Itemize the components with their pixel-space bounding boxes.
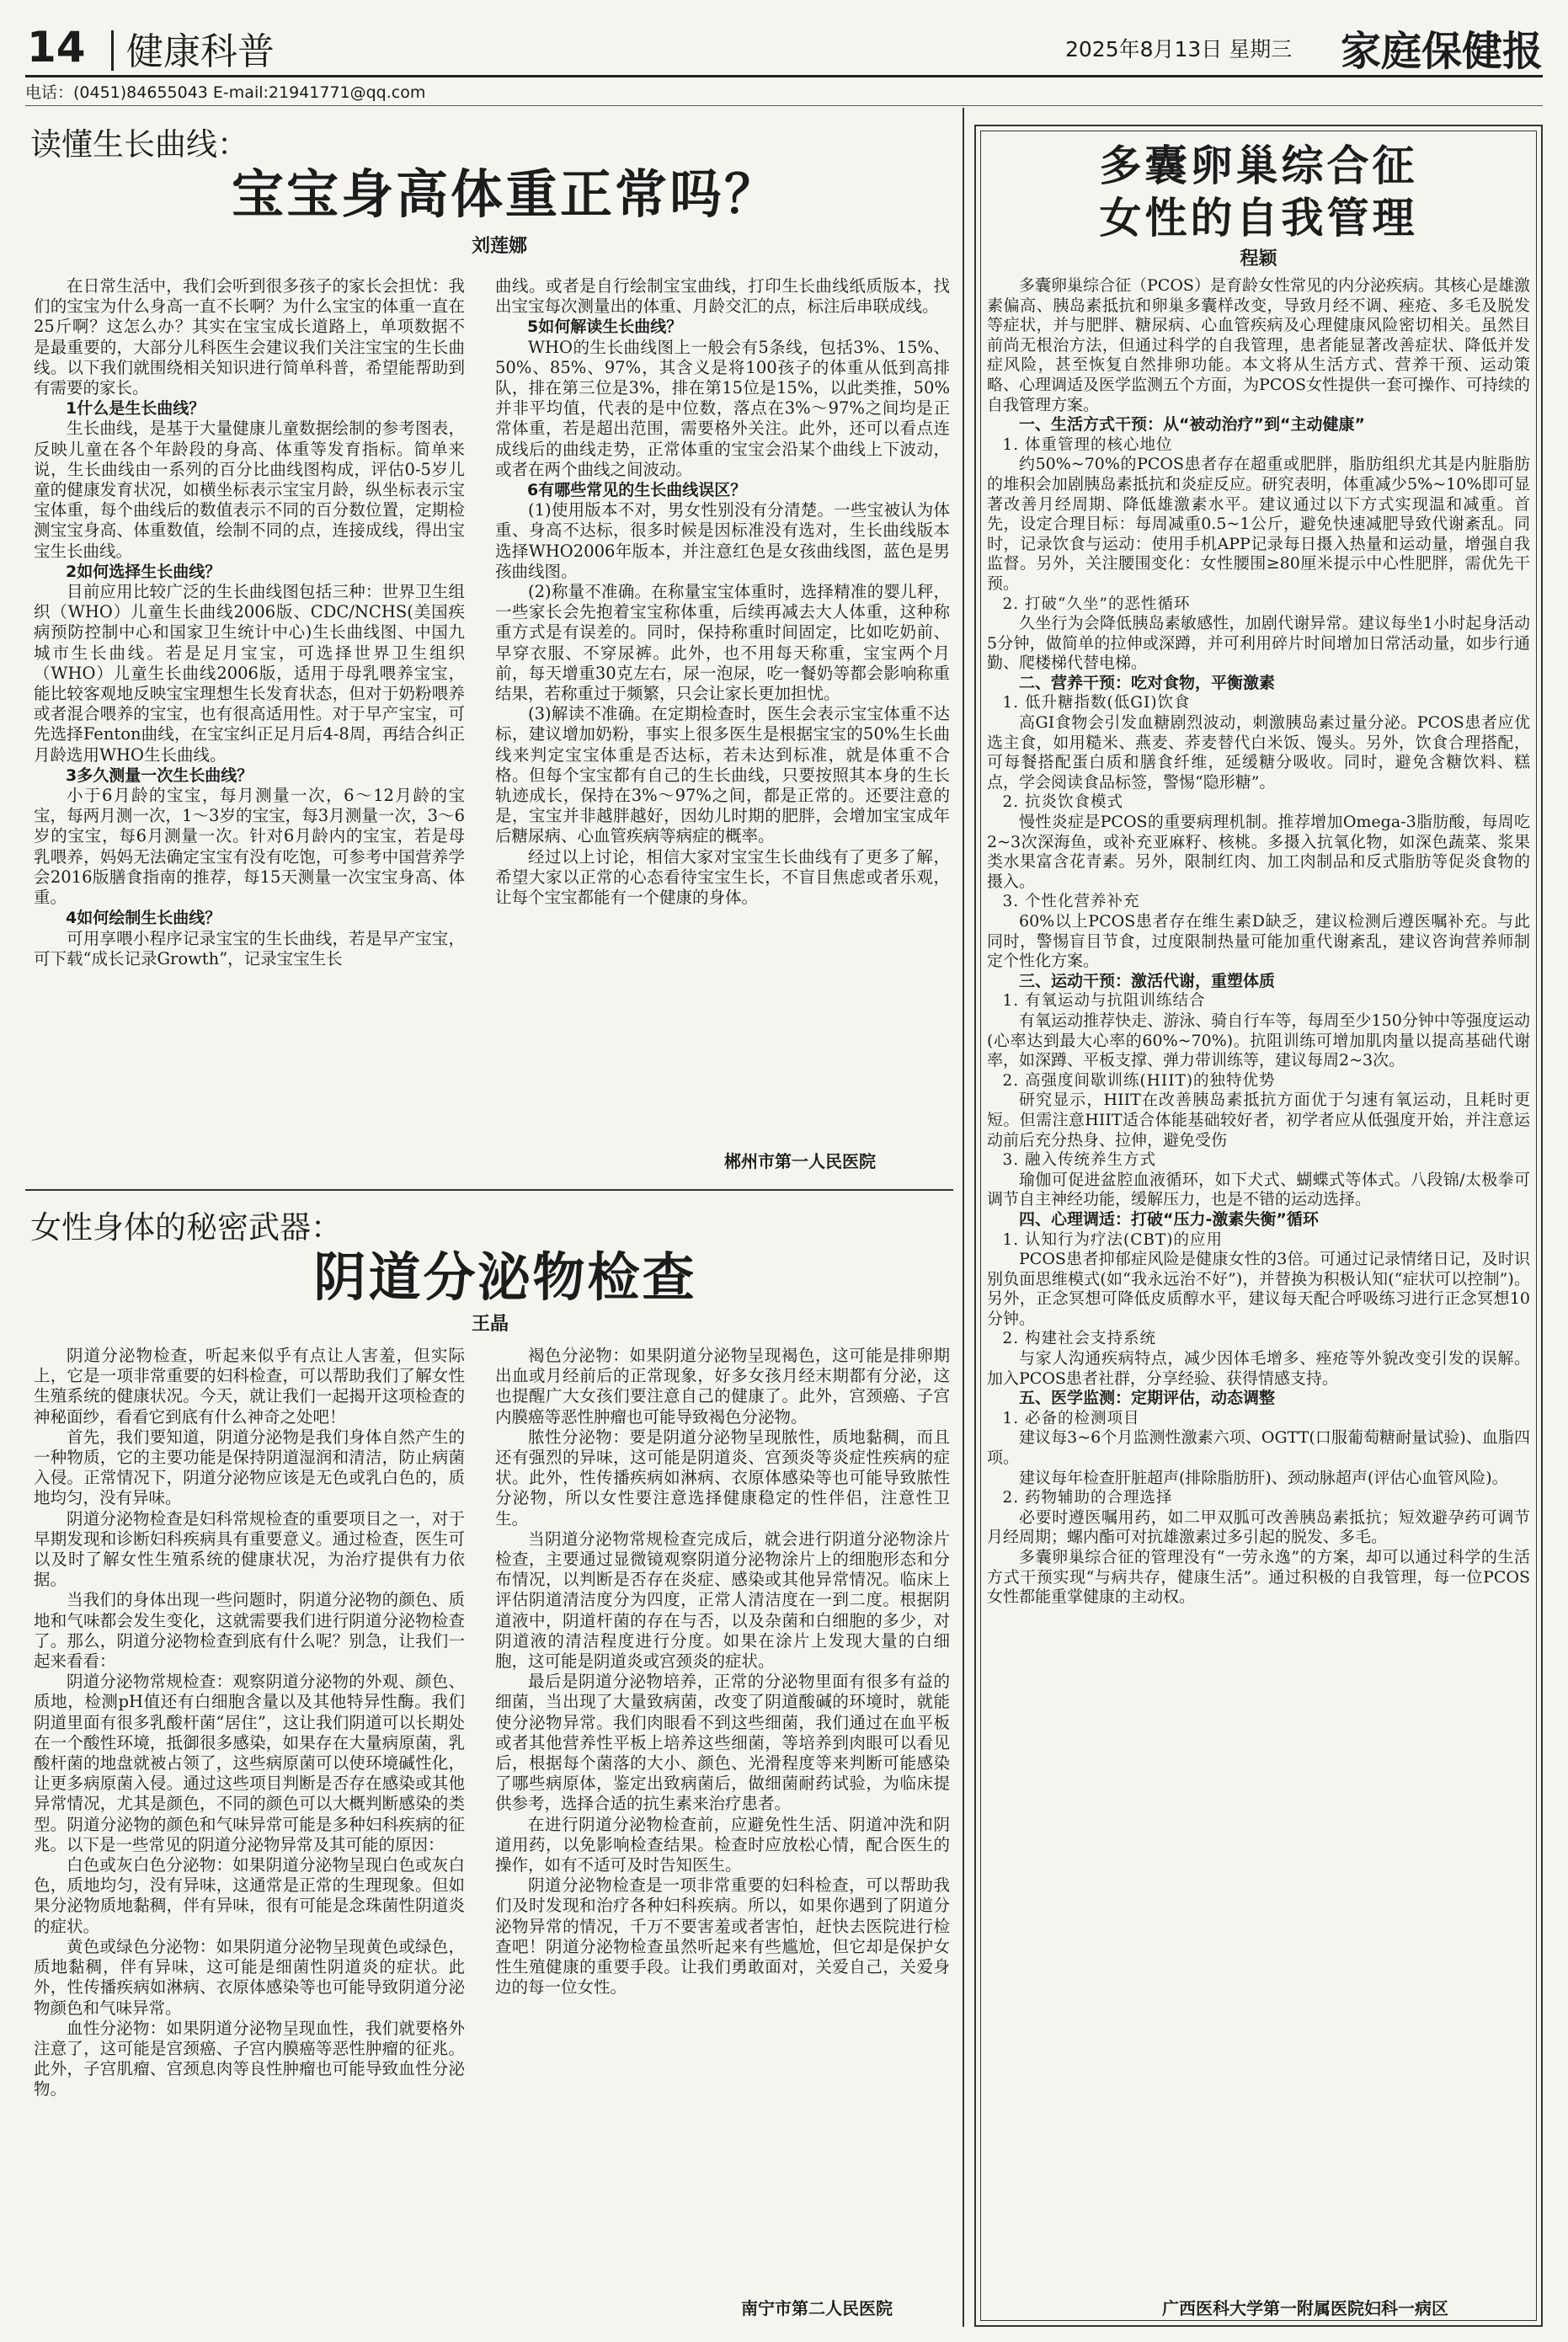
article1-column-1	[34, 276, 465, 1187]
paragraph: 在进行阴道分泌物检查前，应避免性生活、阴道冲洗和阴道用药，以免影响检查结果。检查时应放松心情，配合医生的操作，如有不适可及时告知医生。	[495, 1814, 950, 1875]
article2-author: 王晶	[472, 1313, 509, 1335]
minor-heading: 1. 低升糖指数(低GI)饮食	[1002, 694, 1191, 712]
paragraph: 血性分泌物：如果阴道分泌物呈现血性，我们就要格外注意了，这可能是宫颈癌、子宫内膜癌等恶性肿瘤的征兆。此外，子宫肌瘤、宫颈息肉等良性肿瘤也可能导致血性分泌物。	[34, 2018, 465, 2099]
paragraph: PCOS患者抑郁症风险是健康女性的3倍。可通过记录情绪日记，及时识别负面思维模式(如“我永远治不好”)，并替换为积极认知(“症状可以控制”)。另外，正念冥想可降低皮质醇水平，建议每天配合呼吸练习进行正念冥想10分钟。	[987, 1250, 1530, 1328]
subheading: 1什么是生长曲线？	[66, 399, 205, 419]
paragraph: 研究显示，HIIT在改善胰岛素抵抗方面优于匀速有氧运动，且耗时更短。但需注意HIIT适合体能基础较好者，初学者应从低强度开始，并注意运动前后充分热身、拉伸，避免受伤	[987, 1091, 1530, 1150]
paragraph: 脓性分泌物：要是阴道分泌物呈现脓性，质地黏稠，而且还有强烈的异味，这可能是阴道炎、宫颈炎等炎症性疾病的症状。此外，性传播疾病如淋病、衣原体感染等也可能导致脓性分泌物，所以女性要注意选择健康稳定的性伴侣，注意性卫生。	[495, 1427, 950, 1528]
paragraph: WHO的生长曲线图上一般会有5条线，包括3%、15%、50%、85%、97%，其含义是将100孩子的体重从低到高排队，排在第三位是3%，排在第15位是15%，以此类推，50%并非平均值，代表的是中位数，落点在3%～97%之间均是正常体重，若是超出范围，需要格外关注。此外，还可以看点连成线后的曲线走势，正常体重的宝宝会沿某个曲线上下波动，或者在两个曲线之间波动。	[495, 337, 950, 479]
subheading: 一、生活方式干预：从“被动治疗”到“主动健康”	[1019, 415, 1365, 435]
subheading: 五、医学监测：定期评估，动态调整	[1019, 1389, 1276, 1408]
subheading: 三、运动干预：激活代谢，重塑体质	[1019, 971, 1276, 990]
paragraph: 褐色分泌物：如果阴道分泌物呈现褐色，这可能是排卵期出血或月经前后的正常现象，好多女孩月经末期都有分泌，这也提醒广大女孩们要注意自己的健康了。此外，宫颈癌、子宫内膜癌等恶性肿瘤也可能导致褐色分泌物。	[495, 1346, 950, 1427]
contact-line: 电话：(0451)84655043 E-mail:21941771@qq.com	[25, 83, 426, 102]
paragraph: 首先，我们要知道，阴道分泌物是我们身体自然产生的一种物质，它的主要功能是保持阴道湿润和清洁，防止病菌入侵。正常情况下，阴道分泌物应该是无色或乳白色的，质地均匀，没有异味。	[34, 1427, 465, 1508]
paragraph: 阴道分泌物检查，听起来似乎有点让人害羞，但实际上，它是一项非常重要的妇科检查，可以帮助我们了解女性生殖系统的健康状况。今天，就让我们一起揭开这项检查的神秘面纱，看看它到底有什么神奇之处吧！	[34, 1346, 465, 1427]
article1-signature: 郴州市第一人民医院	[724, 1151, 876, 1171]
page-header	[25, 25, 1543, 77]
minor-heading: 3. 融入传统养生方式	[1002, 1151, 1157, 1170]
article2-title: 阴道分泌物检查	[313, 1246, 697, 1308]
issue-date: 2025年8月13日 星期三	[1065, 37, 1293, 61]
section-title: 健康科普	[126, 30, 275, 73]
article1-kicker: 读懂生长曲线：	[30, 126, 248, 163]
paragraph: 最后是阴道分泌物培养，正常的分泌物里面有很多有益的细菌，当出现了大量致病菌，改变了阴道酸碱的环境时，就能使分泌物异常。我们肉眼看不到这些细菌，我们通过在血平板或者其他营养性平板上培养这些细菌，等培养到肉眼可以看见后，根据每个菌落的大小、颜色、光滑程度等来判断可能感染了哪些病原体，鉴定出致病菌后，做细菌耐药试验，为临床提供参考，选择合适的抗生素来治疗患者。	[495, 1672, 950, 1814]
paragraph: 约50%~70%的PCOS患者存在超重或肥胖，脂肪组织尤其是内脏脂肪的堆积会加剧胰岛素抵抗和炎症反应。研究表明，体重减少5%~10%即可显著改善月经周期、降低雄激素水平。建议通过以下方式实现温和减重。首先，设定合理目标：每周减重0.5~1公斤，避免快速减肥导致代谢紊乱。同时，记录饮食与运动：使用手机APP记录每日摄入热量和运动量，增强自我监督。另外，关注腰围变化：女性腰围≥80厘米提示中心性肥胖，需优先干预。	[987, 455, 1530, 593]
paragraph: 与家人沟通疾病特点，减少因体毛增多、痤疮等外貌改变引发的误解。加入PCOS患者社群，分享经验、获得情感支持。	[987, 1349, 1530, 1388]
page-number: 14	[27, 23, 86, 72]
article-divider	[25, 1189, 953, 1191]
minor-heading: 1. 必备的检测项目	[1002, 1409, 1140, 1427]
paragraph: (1)使用版本不对，男女性别没有分清楚。一些宝被认为体重、身高不达标，很多时候是因标准没有选对，生长曲线版本选择WHO2006年版本，并注意红色是女孩曲线图，蓝色是男孩曲线图。	[495, 500, 950, 581]
paragraph: 在日常生活中，我们会听到很多孩子的家长会担忧：我们的宝宝为什么身高一直不长啊？为什么宝宝的体重一直在25斤啊？这怎么办？其实在宝宝成长道路上，单项数据不是最重要的，大部分儿科医生会建议我们关注宝宝的生长曲线。以下我们就围绕相关知识进行简单科普，希望能帮助到有需要的家长。	[34, 276, 465, 398]
paragraph: 当阴道分泌物常规检查完成后，就会进行阴道分泌物涂片检查，主要通过显微镜观察阴道分泌物涂片上的细胞形态和分布情况，以判断是否存在炎症、感染或其他异常情况。临床上评估阴道清洁度分为四度，正常人清洁度在一到二度。根据阴道液中，阴道杆菌的存在与否，以及杂菌和白细胞的多少，对阴道液的清洁程度进行分度。如果在涂片上发现大量的白细胞，这可能是阴道炎或宫颈炎的症状。	[495, 1528, 950, 1672]
paragraph: 可用享喂小程序记录宝宝的生长曲线，若是早产宝宝，可下载“成长记录Growth”，记录宝宝生长	[34, 928, 465, 968]
minor-heading: 2. 构建社会支持系统	[1002, 1330, 1157, 1348]
article3-signature: 广西医科大学第一附属医院妇科一病区	[1162, 2298, 1448, 2318]
subheading: 5如何解读生长曲线？	[527, 317, 683, 337]
article2-column-1	[34, 1346, 465, 2323]
minor-heading: 1. 认知行为疗法(CBT)的应用	[1002, 1230, 1224, 1249]
article3-author: 程颖	[1240, 248, 1277, 269]
paragraph: 阴道分泌物检查是一项非常重要的妇科检查，可以帮助我们及时发现和治疗各种妇科疾病。所以，如果你遇到了阴道分泌物异常的情况，千万不要害羞或者害怕，赶快去医院进行检查吧！阴道分泌物检查虽然听起来有些尴尬，但它却是保护女性生殖健康的重要手段。让我们勇敢面对，关爱自己，关爱身边的每一位女性。	[495, 1875, 950, 1998]
paragraph: 多囊卵巢综合征（PCOS）是育龄女性常见的内分泌疾病。其核心是雄激素偏高、胰岛素抵抗和卵巢多囊样改变，导致月经不调、痤疮、多毛及脱发等症状，并与肥胖、糖尿病、心血管疾病及心理健康风险密切相关。虽然目前尚无根治方法，但通过科学的自我管理，患者能显著改善症状、降低并发症风险，甚至恢复自然排卵功能。本文将从生活方式、营养干预、运动策略、心理调适及医学监测五个方面，为PCOS女性提供一套可操作、可持续的自我管理方案。	[987, 276, 1530, 414]
paragraph: 有氧运动推荐快走、游泳、骑自行车等，每周至少150分钟中等强度运动(心率达到最大心率的60%~70%)。抗阻训练可增加肌肉量以提高基础代谢率，如深蹲、平板支撑、弹力带训练等，建议每周2~3次。	[987, 1011, 1530, 1070]
minor-heading: 3. 个性化营养补充	[1002, 893, 1140, 911]
paragraph: 曲线。或者是自行绘制宝宝曲线，打印生长曲线纸质版本，找出宝宝每次测量出的体重、月龄交汇的点，标注后串联成线。	[495, 276, 950, 317]
paragraph: 白色或灰白色分泌物：如果阴道分泌物呈现白色或灰白色，质地均匀，没有异味，这通常是正常的生理现象。但如果分泌物质地黏稠，伴有异味，很有可能是念珠菌性阴道炎的症状。	[34, 1855, 465, 1936]
paragraph: 久坐行为会降低胰岛素敏感性，加剧代谢异常。建议每坐1小时起身活动5分钟，做简单的拉伸或深蹲，并可利用碎片时间增加日常活动量，如步行通勤、爬楼梯代替电梯。	[987, 614, 1530, 673]
paragraph: 阴道分泌物常规检查：观察阴道分泌物的外观、颜色、质地，检测pH值还有白细胞含量以及其他特异性酶。我们阴道里面有很多乳酸杆菌“居住”，这让我们阴道可以长期处在一个酸性环境，抵御很多感染，如果存在大量病原菌，乳酸杆菌的地盘就被占领了，这些病原菌可以使环境碱性化，让更多病原菌入侵。通过这些项目判断是否存在感染或其他异常情况，尤其是颜色，不同的颜色可以大概判断感染的类型。阴道分泌物的颜色和气味异常可能是多种妇科疾病的征兆。以下是一些常见的阴道分泌物异常及其可能的原因：	[34, 1672, 465, 1854]
paragraph: 60%以上PCOS患者存在维生素D缺乏，建议检测后遵医嘱补充。与此同时，警惕盲目节食，过度限制热量可能加重代谢紊乱，建议咨询营养师制定个性化方案。	[987, 912, 1530, 971]
paragraph: 生长曲线，是基于大量健康儿童数据绘制的参考图表，反映儿童在各个年龄段的身高、体重等发育指标。简单来说，生长曲线由一系列的百分比曲线图构成，评估0-5岁儿童的健康发育状况，如横坐标表示宝宝月龄，纵坐标表示宝宝体重，每个曲线后的数值表示不同的百分数位置，定期检测宝宝身高、体重数值，绘制不同的点，连接成线，得出宝宝生长曲线。	[34, 419, 465, 561]
article3-title-line2: 女性的自我管理	[1099, 193, 1418, 243]
paragraph: 高GI食物会引发血糖剧烈波动，刺激胰岛素过量分泌。PCOS患者应优选主食，如用糙米、燕麦、荞麦替代白米饭、馒头。另外，饮食合理搭配，可每餐搭配蛋白质和膳食纤维，延缓糖分吸收。同时，避免含糖饮料、糕点，学会阅读食品标签，警惕“隐形糖”。	[987, 713, 1530, 792]
minor-heading: 2. 抗炎饮食模式	[1002, 793, 1124, 812]
paragraph: 经过以上讨论，相信大家对宝宝生长曲线有了更多了解，希望大家以正常的心态看待宝宝生长，不盲目焦虑或者乐观，让每个宝宝都能有一个健康的身体。	[495, 846, 950, 908]
paragraph: (3)解读不准确。在定期检查时，医生会表示宝宝体重不达标，建议增加奶粉，事实上很多医生是根据宝宝的50%生长曲线来判定宝宝体重是否达标，若未达到标准，就是体重不合格。但每个宝宝都有自己的生长曲线，只要按照其本身的生长轨迹成长，保持在3%～97%之间，都是正常的。还要注意的是，宝宝并非越胖越好，因幼儿时期的肥胖，会增加宝宝成年后糖尿病、心血管疾病等病症的概率。	[495, 704, 950, 846]
minor-heading: 1. 体重管理的核心地位	[1002, 435, 1173, 454]
subheading: 6有哪些常见的生长曲线误区？	[527, 481, 747, 500]
paragraph: 目前应用比较广泛的生长曲线图包括三种：世界卫生组织（WHO）儿童生长曲线2006版、CDC/NCHS(美国疾病预防控制中心和国家卫生统计中心)生长曲线图、中国九城市生长曲线。若是足月宝宝，可选择世界卫生组织（WHO）儿童生长曲线2006版，适用于母乳喂养宝宝，能比较客观地反映宝宝理想生长发育状态，但对于奶粉喂养或者混合喂养的宝宝，也有很高适用性。对于早产宝宝，可先选择Fenton曲线，在宝宝纠正足月后4-8周，再结合纠正月龄选用WHO生长曲线。	[34, 582, 465, 765]
article3-body	[987, 276, 1530, 2285]
paragraph: 黄色或绿色分泌物：如果阴道分泌物呈现黄色或绿色，质地黏稠，伴有异味，这可能是细菌性阴道炎的症状。此外，性传播疾病如淋病、衣原体感染等也可能导致阴道分泌物颜色和气味异常。	[34, 1936, 465, 2018]
header-divider	[111, 30, 114, 71]
minor-heading: 2. 打破“久坐”的恶性循环	[1002, 595, 1191, 613]
paragraph: 阴道分泌物检查是妇科常规检查的重要项目之一，对于早期发现和诊断妇科疾病具有重要意义。通过检查，医生可以及时了解女性生殖系统的健康状况，为治疗提供有力依据。	[34, 1508, 465, 1590]
article3-title	[983, 140, 1534, 244]
subheading: 2如何选择生长曲线？	[66, 562, 221, 581]
paragraph: (2)称量不准确。在称量宝宝体重时，选择精准的婴儿秤，一些家长会先抱着宝宝称体重，后续再减去大人体重，这种称重方式是有误差的。同时，保持称重时间固定，比如吃奶前、早穿衣服、不穿尿裤。此外，也不用每天称重，宝宝两个月前，每天增重30克左右，尿一泡尿，吃一餐奶等都会影响称重结果，若称重过于频繁，只会让家长更加担忧。	[495, 582, 950, 704]
article1-column-2	[495, 276, 950, 1145]
subheading: 4如何绘制生长曲线？	[66, 909, 221, 928]
paragraph: 必要时遵医嘱用药，如二甲双胍可改善胰岛素抵抗；短效避孕药可调节月经周期；螺内酯可对抗雄激素过多引起的脱发、多毛。	[987, 1507, 1530, 1547]
column-divider	[963, 108, 964, 2327]
article2-column-2	[495, 1346, 950, 2285]
paragraph: 瑜伽可促进盆腔血液循环，如下犬式、蝴蝶式等体式。八段锦/太极拳可调节自主神经功能，缓解压力，也是不错的运动选择。	[987, 1170, 1530, 1209]
minor-heading: 2. 高强度间歇训练(HIIT)的独特优势	[1002, 1071, 1276, 1090]
paragraph: 慢性炎症是PCOS的重要病理机制。推荐增加Omega-3脂肪酸，每周吃2~3次深海鱼，或补充亚麻籽、核桃。多摄入抗氧化物，如深色蔬菜、浆果类水果富含花青素。另外，限制红肉、加工肉制品和反式脂肪等促炎食物的摄入。	[987, 813, 1530, 891]
subheading: 二、营养干预：吃对食物，平衡激素	[1019, 673, 1276, 692]
paragraph: 建议每3~6个月监测性激素六项、OGTT(口服葡萄糖耐量试验)、血脂四项。	[987, 1428, 1530, 1468]
subheading: 3多久测量一次生长曲线？	[66, 766, 253, 785]
paper-name: 家庭保健报	[1340, 28, 1543, 75]
minor-heading: 2. 药物辅助的合理选择	[1002, 1489, 1173, 1507]
article2-signature: 南宁市第二人民医院	[741, 2298, 893, 2318]
article3-title-line1: 多囊卵巢综合征	[1099, 141, 1418, 190]
paragraph: 小于6月龄的宝宝，每月测量一次，6～12月龄的宝宝，每两月测一次，1～3岁的宝宝，每3月测量一次，3～6岁的宝宝，每6月测量一次。针对6月龄内的宝宝，若是母乳喂养，妈妈无法确定宝宝有没有吃饱，可参考中国营养学会2016版膳食指南的推荐，每15天测量一次宝宝身高、体重。	[34, 786, 465, 908]
article2-kicker: 女性身体的秘密武器：	[30, 1209, 342, 1246]
top-rule	[25, 105, 1543, 106]
subheading: 四、心理调适：打破“压力-激素失衡”循环	[1019, 1209, 1319, 1229]
paragraph: 当我们的身体出现一些问题时，阴道分泌物的颜色、质地和气味都会发生变化，这就需要我们进行阴道分泌物检查了。那么，阴道分泌物检查到底有什么呢？别急，让我们一起来看看：	[34, 1590, 465, 1672]
minor-heading: 1. 有氧运动与抗阻训练结合	[1002, 992, 1206, 1011]
article1-title: 宝宝身高体重正常吗？	[231, 163, 779, 225]
article1-author: 刘莲娜	[472, 235, 528, 257]
paragraph: 多囊卵巢综合征的管理没有“一劳永逸”的方案，却可以通过科学的生活方式干预实现“与病共存，健康生活”。通过积极的自我管理，每一位PCOS女性都能重掌健康的主动权。	[987, 1548, 1530, 1607]
paragraph: 建议每年检查肝脏超声(排除脂肪肝)、颈动脉超声(评估心血管风险)。	[1019, 1468, 1508, 1487]
